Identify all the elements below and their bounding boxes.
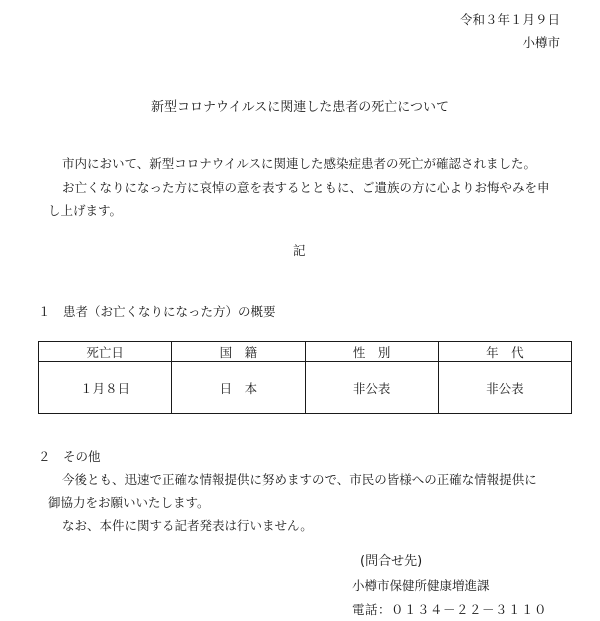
table-header-row [39, 342, 572, 362]
section-2-heading: ２ その他 [38, 449, 101, 464]
column-header-date-of-death: 死亡日 [39, 342, 172, 362]
contact-phone: 電話：０１３４－２２－３１１０ [352, 602, 548, 617]
cell-sex: 非公表 [305, 362, 438, 414]
column-header-sex: 性 別 [305, 342, 438, 362]
body-paragraph-1: 市内において、新型コロナウイルスに関連した感染症患者の死亡が確認されました。 [62, 156, 537, 171]
issuer-name: 小樽市 [522, 35, 560, 50]
ki-heading: 記 [293, 243, 306, 258]
table-row [39, 362, 572, 414]
body-paragraph-2-line-2: し上げます。 [48, 203, 123, 218]
other-line-1: 今後とも、迅速で正確な情報提供に努めますので、市民の皆様への正確な情報提供に [62, 472, 537, 487]
document-title: 新型コロナウイルスに関連した患者の死亡について [151, 100, 449, 115]
contact-label: (問合せ先) [360, 554, 423, 569]
cell-age-group: 非公表 [438, 362, 571, 414]
body-paragraph-2-line-1: お亡くなりになった方に哀悼の意を表するとともに、ご遺族の方に心よりお悔やみを申 [62, 180, 550, 195]
column-header-age-group: 年 代 [438, 342, 571, 362]
cell-date-of-death: １月８日 [39, 362, 172, 414]
issue-date: 令和３年１月９日 [459, 12, 560, 27]
cell-nationality: 日 本 [172, 362, 305, 414]
contact-department: 小樽市保健所健康増進課 [352, 578, 490, 593]
other-line-2: 御協力をお願いいたします。 [48, 495, 210, 510]
column-header-nationality: 国 籍 [172, 342, 305, 362]
patient-summary-table [38, 341, 572, 414]
section-1-heading: １ 患者（お亡くなりになった方）の概要 [38, 304, 276, 319]
other-line-3: なお、本件に関する記者発表は行いません。 [62, 518, 313, 533]
